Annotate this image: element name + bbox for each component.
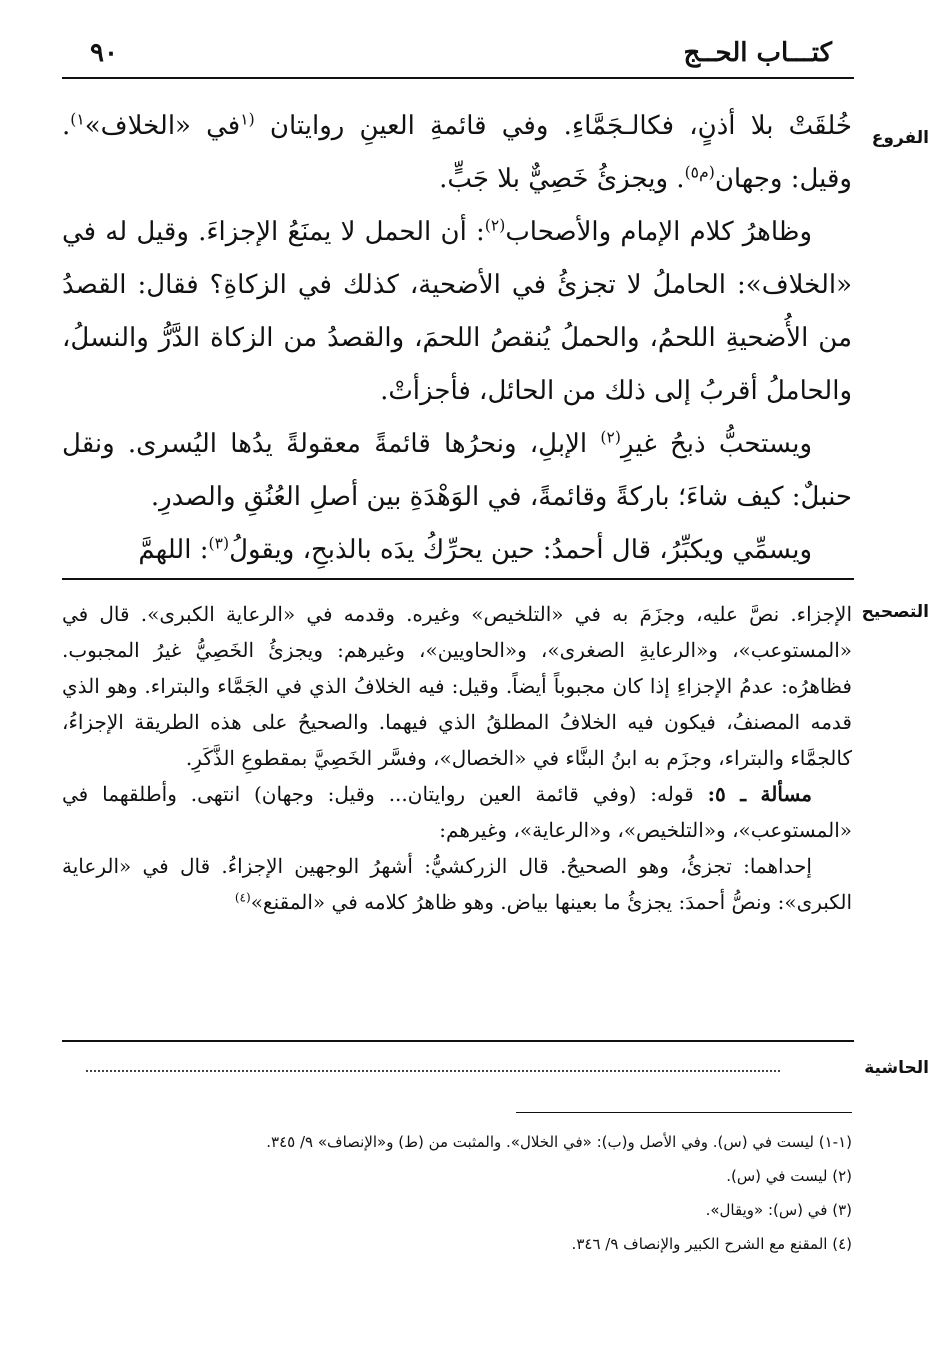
tashih-paragraph-2: مسألة ـ ٥: قوله: (وفي قائمة العين روايتان... وقيل: وجهان) انتهى. وأطلقهما في «المستوعب»، و«التلخيص»، و«الرعاية»، وغيرهم:	[62, 782, 852, 842]
page-number: ٩٠	[90, 38, 118, 68]
footnotes	[62, 1125, 852, 1261]
book-title: كتـــاب الحــج	[683, 38, 832, 68]
main-paragraph-3: ويستحبُّ ذبحُ غيرِ$^{(٢)}$ الإبلِ، ونحرُها قائمةً معقولةً يدُها اليُسرى. ونقل حنبلٌ: كيف شاءَ؛ باركةً وقائمةً، في الوَهْدَةِ بين أصلِ العُنُقِ والصدرِ.	[62, 428, 852, 512]
main-text	[62, 100, 852, 577]
footnote-1: (١-١) ليست في (س). وفي الأصل و(ب): «في الخلال». والمثبت من (ط) و«الإنصاف» ٩/ ٣٤٥.	[266, 1133, 852, 1151]
hashiya-dotted-line	[86, 1070, 780, 1072]
hashiya-rule	[62, 1040, 854, 1042]
section-rule	[62, 578, 854, 580]
main-paragraph-4: ويسمِّي ويكبِّرُ، قال أحمدُ: حين يحرِّكُ يدَه بالذبحِ، ويقولُ$^{(٣)}$: اللهمَّ	[138, 534, 812, 565]
tashih-paragraph-1: الإجزاء. نصَّ عليه، وجزَمَ به في «التلخيص» وغيره. وقدمه في «الرعاية الكبرى». قال في «المستوعب»، و«الرعايةِ الصغرى»، و«الحاويين»، وغيرهم: ويجزئُ الخَصِيُّ غيرُ المجبوب. فظاهرُه: عدمُ الإجزاءِ إذا كان مجبوباً أيضاً. وقيل: فيه الخلافُ الذي في الجَمَّاء والبتراء. وهو الذي قدمه المصنفُ، فيكون فيه الخلافُ المطلقُ الذي فيهما. والصحيحُ على هذه الطريقة الإجزاءُ، كالجمَّاء والبتراء، وجزَم به ابنُ البنَّاء في «الخصال»، وفسَّر الخَصِيَّ بمقطوعِ الذَّكَرِ.	[62, 602, 853, 770]
main-paragraph-2: وظاهرُ كلام الإمام والأصحاب$^{(٢)}$: أن الحمل لا يمنَعُ الإجزاءَ. وقيل له في «الخلاف»: الحاملُ لا تجزئُ في الأضحية، كذلك في الزكاةِ؟ فقال: القصدُ من الأُضحيةِ اللحمُ، والحملُ يُنقصُ اللحمَ، والقصدُ من الزكاة الدَّرُّ والنسلُ، والحاملُ أقربُ إلى ذلك من الحائل، فأجزأتْ.	[62, 216, 852, 406]
main-paragraph-1: خُلقَتْ بلا أذنٍ، فكالـجَمَّاءِ. وفي قائمةِ العينِ روايتان $^{(١}$في «الخلاف»$^{١)}$. وقيل: وجهان$^{(م٥)}$. ويجزئُ خَصِيٌّ بلا جَبٍّ.	[62, 110, 853, 194]
tashih-text	[62, 596, 852, 920]
footnote-3: (٣) في (س): «ويقال».	[705, 1201, 852, 1219]
tashih-paragraph-3: إحداهما: تجزئُ، وهو الصحيحُ. قال الزركشيُّ: أشهرُ الوجهين الإجزاءُ. قال في «الرعاية الكبرى»: ونصُّ أحمدَ: يجزئُ ما بعينها بياض. وهو ظاهرُ كلامه في «المقنع»$^{(٤)}$	[62, 854, 852, 914]
footnote-2: (٢) ليست في (س).	[726, 1167, 852, 1185]
tashih-label: التصحيح	[861, 602, 929, 622]
footnote-4: (٤) المقنع مع الشرح الكبير والإنصاف ٩/ ٣٤٦.	[571, 1235, 852, 1253]
page-header	[62, 38, 850, 72]
hashiya-label: الحاشية	[864, 1058, 929, 1078]
header-rule	[62, 77, 854, 79]
footnote-separator	[516, 1112, 852, 1113]
furu-label: الفروع	[871, 128, 929, 148]
